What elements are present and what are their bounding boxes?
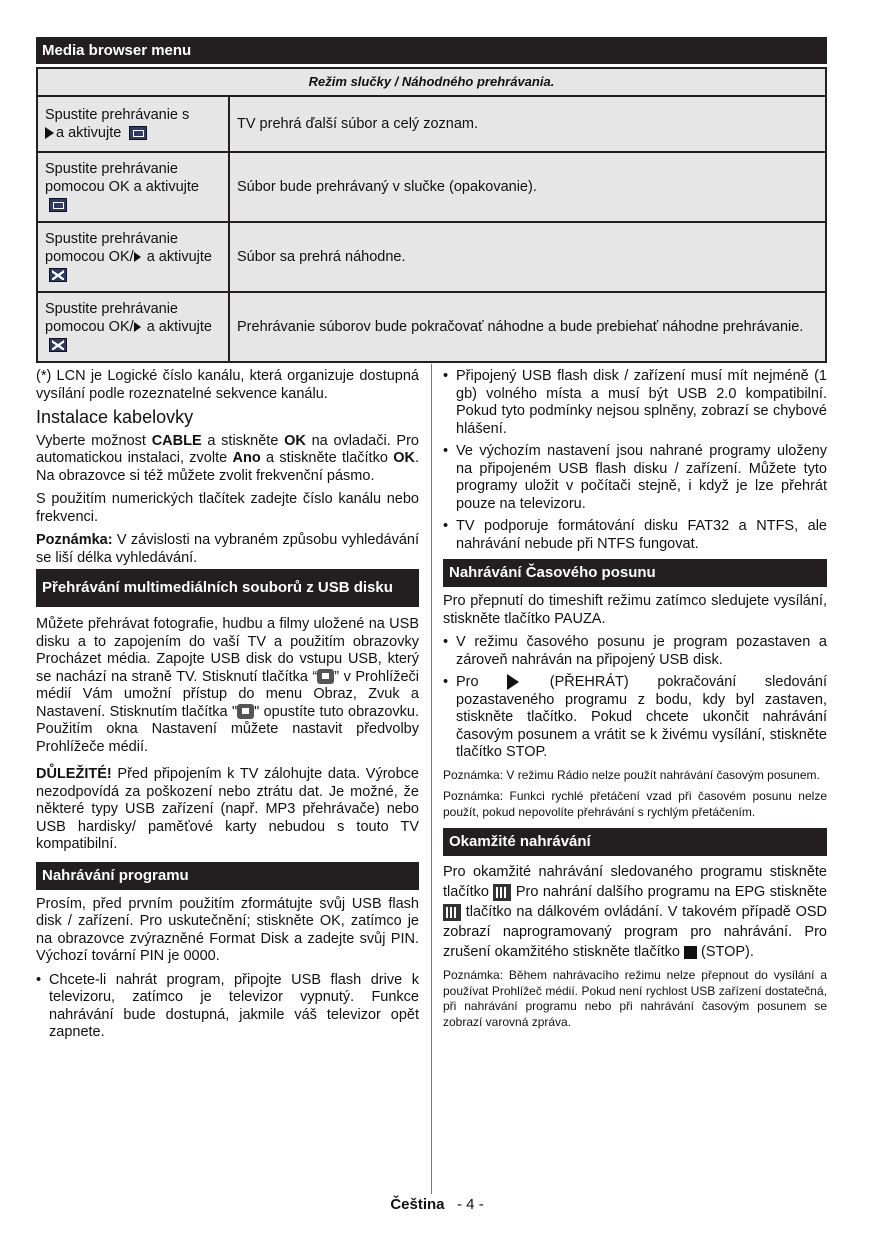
section-header-timeshift: Nahrávání Časového posunu xyxy=(443,559,827,587)
table-cell-result: TV prehrá ďalší súbor a celý zoznam. xyxy=(229,96,826,152)
right-column xyxy=(443,368,827,1036)
table-cell-result: Prehrávanie súborov bude pokračovať náhodne a bude prebiehať náhodne prehrávanie. xyxy=(229,292,826,362)
left-column xyxy=(36,368,419,1048)
search-note: Poznámka: V závislosti na vybraném způsobu vyhledávání se liší délka vyhledávání. xyxy=(36,532,419,566)
cable-install-text: Vyberte možnost CABLE a stiskněte OK na ovladači. Pro automatickou instalaci, zvolte Ano a stiskněte tlačítko OK. Na obrazovce si též můžete zvolit frekvenční pásmo. xyxy=(36,432,420,484)
play-icon xyxy=(134,322,141,332)
list-item: • V režimu časového posunu je program pozastaven a zároveň nahráván na připojený USB disk. xyxy=(443,634,827,669)
table-cell-action: Spustite prehrávanie s a aktivujte xyxy=(37,96,229,152)
table-row xyxy=(37,96,826,152)
table-heading: Režim slučky / Náhodného prehrávania. xyxy=(37,68,826,96)
list-item: • Připojený USB flash disk / zařízení musí mít nejméně (1 gb) volného místa a musí být USB 2.0 kompatibilní. Pokud tyto podmínky nejsou splněny, zobrazí se chybové hlášení. xyxy=(443,368,827,438)
record-icon xyxy=(443,904,461,921)
table-cell-result: Súbor sa prehrá náhodne. xyxy=(229,222,826,292)
page-footer xyxy=(0,1196,874,1213)
table-cell-action: Spustite prehrávanie pomocou OK a aktivujte xyxy=(37,152,229,222)
play-icon xyxy=(45,127,54,139)
timeshift-list xyxy=(443,634,827,762)
list-item: • Chcete-li nahrát program, připojte USB flash drive k televizoru, zatímco je televizor vypnutý. Funkce nahrávání bude dostupná, jakmile váš televizor opět zapnete. xyxy=(36,972,419,1042)
column-divider xyxy=(431,364,432,1194)
loop-icon xyxy=(49,198,67,212)
timeshift-text: Pro přepnutí do timeshift režimu zatímco sledujete vysílání, stiskněte tlačítko PAUZA. xyxy=(443,593,827,627)
loop-icon xyxy=(129,126,147,140)
important-warning: DŮLEŽITÉ! Před připojením k TV zálohujte data. Výrobce nezodpovídá za poškození nebo ztrátu dat. Je možné, že některé typy USB zařízení (např. MP3 přehrávače) nebo USB hardisky/ paměťové karty nebudou s touto TV kompatibilní. xyxy=(36,766,419,852)
play-icon xyxy=(134,252,141,262)
cable-install-title: Instalace kabelovky xyxy=(36,407,194,427)
table-row xyxy=(37,222,826,292)
section-header-usb-playback: Přehrávání multimediálních souborů z USB disku xyxy=(36,569,419,607)
section-header-media-browser xyxy=(36,37,827,64)
page-number: - 4 - xyxy=(457,1196,484,1213)
lcn-note: (*) LCN je Logické číslo kanálu, která organizuje dostupná vysílání podle rozeznatelné sekvence kanálu. xyxy=(36,368,419,402)
loop-shuffle-table xyxy=(36,67,827,363)
instant-recording-note: Poznámka: Během nahrávacího režimu nelze přepnout do vysílání a používat Prohlížeč médií. Pokud není rychlost USB zařízení dostatečná, při nahrávání programu nebo při nahrávání časovým posunem se zobrazí varovná zpráva. xyxy=(443,968,827,1029)
shuffle-icon xyxy=(49,268,67,282)
section-header-recording: Nahrávání programu xyxy=(36,862,419,890)
usb-requirements-list xyxy=(443,368,827,553)
stop-icon xyxy=(684,946,697,959)
home-icon xyxy=(237,704,254,719)
table-cell-action: Spustite prehrávanie pomocou OK/ a aktivujte xyxy=(37,292,229,362)
table-cell-result: Súbor bude prehrávaný v slučke (opakovanie). xyxy=(229,152,826,222)
footer-language: Čeština xyxy=(390,1196,445,1213)
table-cell-action: Spustite prehrávanie pomocou OK/ a aktivujte xyxy=(37,222,229,292)
table-row xyxy=(37,152,826,222)
section-header-instant-recording: Okamžité nahrávání xyxy=(443,828,827,856)
record-icon xyxy=(493,884,511,901)
usb-playback-text: Můžete přehrávat fotografie, hudbu a filmy uložené na USB disku a to zapojením do vaší TV a použitím obrazovky Procházet média. Zapojte USB disk do vstupu USB, který se nachází na straně TV. Stisknutí tlačítka “ ” v Prohlížeči médií Vám umožní přístup do menu Obraz, Zvuk a Nastavení. Stisknutím tlačítka " " opustíte tuto obrazovku. Použitím okna Nastavení můžete nastavit předvolby Prohlížeče médií. xyxy=(36,616,419,755)
section-title: Media browser menu xyxy=(42,42,192,59)
timeshift-note-radio: Poznámka: V režimu Rádio nelze použít nahrávání časovým posunem. xyxy=(443,767,820,782)
recording-text: Prosím, před prvním použitím zformátujte svůj USB flash disk / zařízení. Pro uskutečnění; stiskněte OK, zatímco je na obrazovce zvýrazněné Format Disk a zadejte svůj PIN. Výchozí tovární PIN je 0000. xyxy=(36,895,419,964)
timeshift-note-rewind: Poznámka: Funkci rychlé přetáčení vzad při časovém posunu nelze použít, pokud nepovolíte přehrávání s rychlým přetáčením. xyxy=(443,789,827,819)
table-row xyxy=(37,292,826,362)
cable-numeric-text: S použitím numerických tlačítek zadejte číslo kanálu nebo frekvenci. xyxy=(36,491,419,525)
list-item: • Ve výchozím nastavení jsou nahrané programy uloženy na připojeném USB flash disku / zařízení. Můžete tyto programy uložit v počítači stejně, i když je lze přehrát pouze na televizoru. xyxy=(443,443,827,513)
home-icon xyxy=(317,669,334,684)
list-item: • TV podporuje formátování disku FAT32 a NTFS, ale nahrávání nebude při NTFS fungovat. xyxy=(443,518,827,553)
list-item: • Pro (PŘEHRÁT) pokračování sledování pozastaveného programu z bodu, kdy byl zastaven, stiskněte tlačítko. Pokud chcete ukončit nahrávání časovým posunem a vrátit se k živému vysílání, stiskněte tlačítko STOP. xyxy=(443,674,827,762)
recording-list xyxy=(36,972,419,1042)
instant-recording-text: Pro okamžité nahrávání sledovaného programu stiskněte tlačítko Pro nahrání dalšího programu na EPG stiskněte tlačítko na dálkovém ovládání. V takovém případě OSD zobrazí naprogramovaný program pro nahrávání. Pro zrušení okamžitého stiskněte tlačítko (STOP). xyxy=(443,864,828,960)
shuffle-icon xyxy=(49,338,67,352)
play-icon xyxy=(507,674,519,690)
